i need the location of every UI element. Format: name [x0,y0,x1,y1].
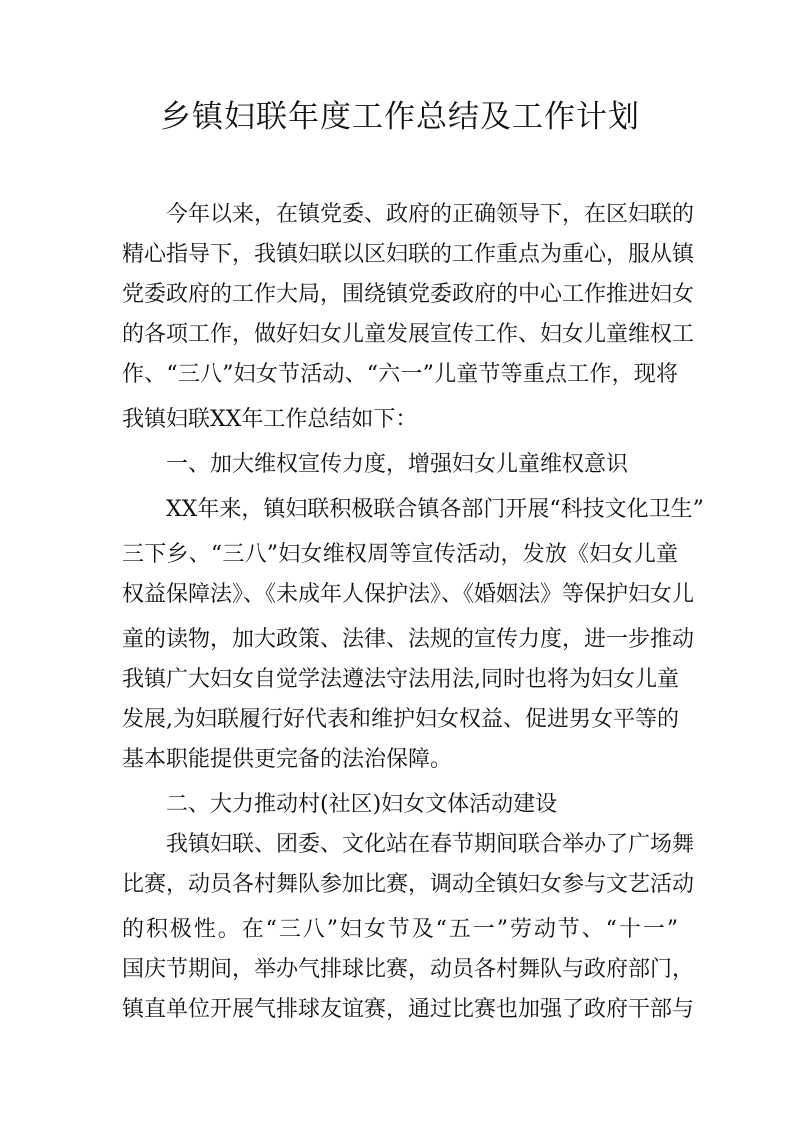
text-line: 权益保障法》、《未成年人保护法》、《婚姻法》等保护妇女儿 [122,582,695,607]
text-line: 国庆节期间，举办气排球比赛，动员各村舞队与政府部门， [122,957,695,982]
text-line: 镇直单位开展气排球友谊赛，通过比赛也加强了政府干部与 [122,997,695,1022]
text-line: 基本职能提供更完备的法治保障。 [122,747,453,772]
document-title: 乡镇妇联年度工作总结及工作计划 [160,99,640,135]
text-line: 今年以来，在镇党委、政府的正确领导下，在区妇联的 [166,202,695,227]
text-line: 我镇妇联XX年工作总结如下： [122,407,418,432]
text-line: 作、“三八”妇女节活动、“六一”儿童节等重点工作，现将 [122,362,678,387]
text-line: 精心指导下，我镇妇联以区妇联的工作重点为重心，服从镇 [122,242,695,267]
section-heading: 一、加大维权宣传力度，增强妇女儿童维权意识 [166,452,629,477]
text-line: 我镇妇联、团委、文化站在春节期间联合举办了广场舞 [166,832,695,857]
text-line: 发展,为妇联履行好代表和维护妇女权益、促进男女平等的 [122,707,679,732]
section-heading: 二、大力推动村(社区)妇女文体活动建设 [166,792,558,817]
text-line: 三下乡、“三八”妇女维权周等宣传活动，发放《妇女儿童 [122,542,678,567]
text-line: 童的读物，加大政策、法律、法规的宣传力度，进一步推动 [122,627,695,652]
text-line: 党委政府的工作大局，围绕镇党委政府的中心工作推进妇女 [122,282,695,307]
text-line: 我镇广大妇女自觉学法遵法守法用法,同时也将为妇女儿童 [122,667,679,692]
text-line: 比赛，动员各村舞队参加比赛，调动全镇妇女参与文艺活动 [122,872,695,897]
text-line: 的积极性。在“三八”妇女节及“五一”劳动节、“十一” [122,917,678,942]
text-line: 的各项工作，做好妇女儿童发展宣传工作、妇女儿童维权工 [122,322,695,347]
text-line: XX年来，镇妇联积极联合镇各部门开展“科技文化卫生” [166,497,704,522]
